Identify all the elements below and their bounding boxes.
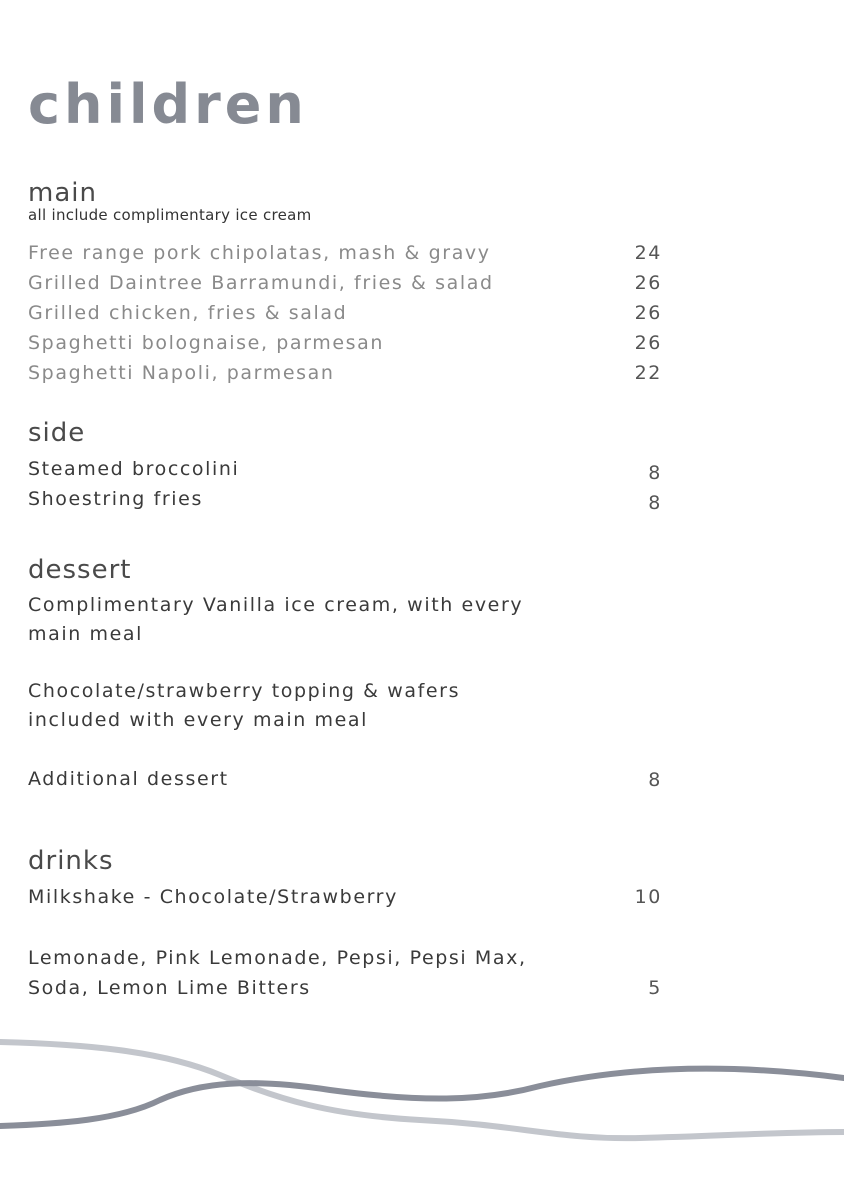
dessert-note-line: Complimentary Vanilla ice cream, with every bbox=[28, 594, 524, 616]
menu-item-price: 26 bbox=[634, 302, 662, 324]
menu-item-price: 10 bbox=[634, 886, 662, 908]
menu-item-name: Milkshake - Chocolate/Strawberry bbox=[28, 886, 398, 908]
dessert-note-topping bbox=[28, 677, 588, 735]
menu-item-name: Shoestring fries bbox=[28, 488, 203, 510]
dessert-note-ice-cream bbox=[28, 591, 588, 649]
menu-item-price: 26 bbox=[634, 332, 662, 354]
section-title-drinks: drinks bbox=[28, 846, 114, 876]
menu-item-price: 5 bbox=[648, 977, 662, 999]
menu-item-price: 26 bbox=[634, 272, 662, 294]
menu-item-price: 8 bbox=[648, 462, 662, 484]
menu-item-name: Spaghetti bolognaise, parmesan bbox=[28, 332, 385, 354]
menu-item-price: 24 bbox=[634, 242, 662, 264]
menu-item-price: 8 bbox=[648, 492, 662, 514]
section-subtitle-main: all include complimentary ice cream bbox=[28, 206, 312, 224]
menu-item-name: Free range pork chipolatas, mash & gravy bbox=[28, 242, 491, 264]
menu-item-name: Lemonade, Pink Lemonade, Pepsi, Pepsi Max, bbox=[28, 947, 527, 969]
wave-light-line bbox=[0, 1042, 844, 1138]
menu-item-name: Spaghetti Napoli, parmesan bbox=[28, 362, 335, 384]
menu-item-name: Soda, Lemon Lime Bitters bbox=[28, 977, 311, 999]
menu-item-name: Steamed broccolini bbox=[28, 458, 240, 480]
menu-item-name: Additional dessert bbox=[28, 768, 229, 790]
dessert-note-line: included with every main meal bbox=[28, 709, 369, 731]
menu-item-name: Grilled Daintree Barramundi, fries & salad bbox=[28, 272, 494, 294]
page-title: children bbox=[28, 73, 308, 136]
dessert-note-line: Chocolate/strawberry topping & wafers bbox=[28, 680, 461, 702]
menu-item-price: 8 bbox=[648, 769, 662, 791]
section-title-dessert: dessert bbox=[28, 555, 132, 585]
menu-item-softdrinks bbox=[28, 944, 662, 1004]
section-title-side: side bbox=[28, 418, 86, 448]
section-title-main: main bbox=[28, 178, 97, 208]
menu-item-price: 22 bbox=[634, 362, 662, 384]
dessert-note-line: main meal bbox=[28, 623, 144, 645]
decorative-wave bbox=[0, 1020, 844, 1200]
menu-item-name: Grilled chicken, fries & salad bbox=[28, 302, 348, 324]
